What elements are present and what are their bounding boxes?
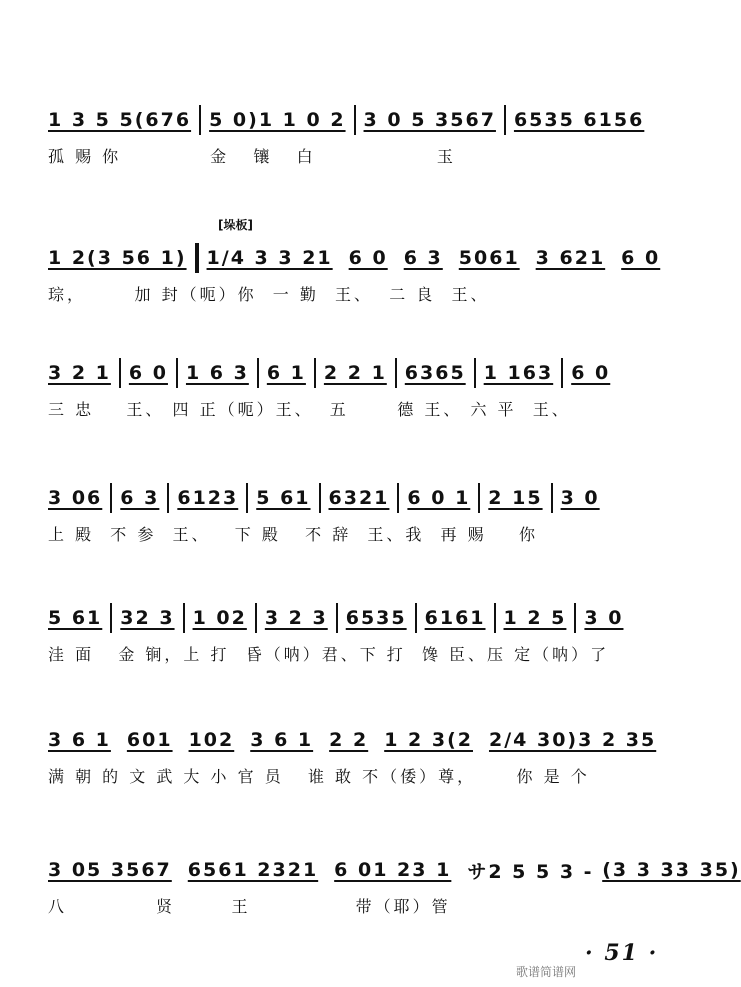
measure: 6 0 <box>571 362 611 384</box>
music-system-6 <box>48 720 657 810</box>
notation-line-7 <box>48 850 741 890</box>
measure: 6123 <box>177 487 239 509</box>
notation-line-3 <box>48 353 648 393</box>
measure: 32 3 <box>120 607 175 629</box>
notation-line-1 <box>48 100 648 140</box>
music-system-2 <box>48 218 661 328</box>
measure: 3 621 <box>535 247 606 269</box>
measure: 3 0 <box>560 487 600 509</box>
lyrics-line-1: 孤 赐 你 金 镶 白 玉 <box>48 147 456 166</box>
measure: 6 3 <box>403 247 443 269</box>
measure: 2 2 1 <box>323 362 387 384</box>
measure: 5 61 <box>48 607 103 629</box>
measure: 3 2 3 <box>264 607 328 629</box>
measure: 6365 <box>404 362 466 384</box>
music-system-1 <box>48 100 648 190</box>
measure: 3 0 <box>584 607 624 629</box>
measure: 6535 6156 <box>513 109 645 131</box>
measure: 1 2 3(2 <box>384 729 473 751</box>
measure: 6161 <box>424 607 486 629</box>
notation-line-6 <box>48 720 657 760</box>
measure: 6 01 23 1 <box>334 859 452 881</box>
lyrics-line-7: 八 贤 王 带（耶）管 <box>48 897 451 916</box>
notation-line-2 <box>48 238 661 278</box>
measure: 1 2 5 <box>503 607 567 629</box>
lyrics-line-3: 三 忠 王、 四 正（呃）王、 五 德 王、 六 平 王、 <box>48 400 571 419</box>
measure: 2 2 <box>329 729 369 751</box>
measure: 102 <box>188 729 235 751</box>
section-tag: [垛板] <box>218 218 253 232</box>
music-system-7 <box>48 850 741 940</box>
measure: 601 <box>126 729 173 751</box>
music-system-3 <box>48 353 648 443</box>
measure: 2 15 <box>488 487 543 509</box>
lyrics-line-5: 洼 面 金 锏，上 打 昏（呐）君、下 打 馋 臣、压 定（呐）了 <box>48 645 610 664</box>
measure: 1 6 3 <box>185 362 249 384</box>
measure: 6535 <box>345 607 407 629</box>
measure: 6561 2321 <box>187 859 319 881</box>
measure: 6 3 <box>120 487 160 509</box>
measure: 6 0 <box>348 247 388 269</box>
notation-line-5 <box>48 598 648 638</box>
measure: 5 61 <box>256 487 311 509</box>
measure: 6 1 <box>266 362 306 384</box>
measure: 6321 <box>328 487 390 509</box>
measure: サ2 5 5 3 - <box>467 860 594 883</box>
measure: 3 05 3567 <box>48 859 172 881</box>
measure: 3 2 1 <box>48 362 111 384</box>
measure: 1 02 <box>192 607 247 629</box>
measure: 1 3 5 5(676 <box>48 109 192 131</box>
measure: 3 06 <box>48 487 103 509</box>
measure: 2/4 30)3 2 35 <box>488 729 657 751</box>
measure: 3 6 1 <box>250 729 314 751</box>
measure: 3 0 5 3567 <box>363 109 496 131</box>
measure: 5061 <box>458 247 520 269</box>
measure: 1 2(3 56 1) <box>48 247 187 269</box>
notation-line-4 <box>48 478 648 518</box>
music-system-4 <box>48 478 648 568</box>
lyrics-line-2: 琮， 加 封（呃）你 一 勤 王、 二 良 王、 <box>48 285 490 304</box>
measure: 1/4 3 3 21 <box>206 247 333 269</box>
measure: 6 0 <box>621 247 661 269</box>
measure: 6 0 <box>128 362 168 384</box>
measure: 5 0)1 1 0 2 <box>209 109 346 131</box>
measure: 1 163 <box>483 362 554 384</box>
measure: (3 3 33 35) <box>602 859 741 881</box>
lyrics-line-4: 上 殿 不 参 王、 下 殿 不 辞 王、我 再 赐 你 <box>48 525 538 544</box>
music-system-5 <box>48 598 648 688</box>
measure: 3 6 1 <box>48 729 111 751</box>
page-number: · 51 · <box>585 940 659 966</box>
watermark: 歌谱简谱网 <box>516 965 577 979</box>
lyrics-line-6: 满 朝 的 文 武 大 小 官 员 谁 敢 不（倭）尊， 你 是 个 <box>48 767 590 786</box>
measure: 6 0 1 <box>407 487 471 509</box>
